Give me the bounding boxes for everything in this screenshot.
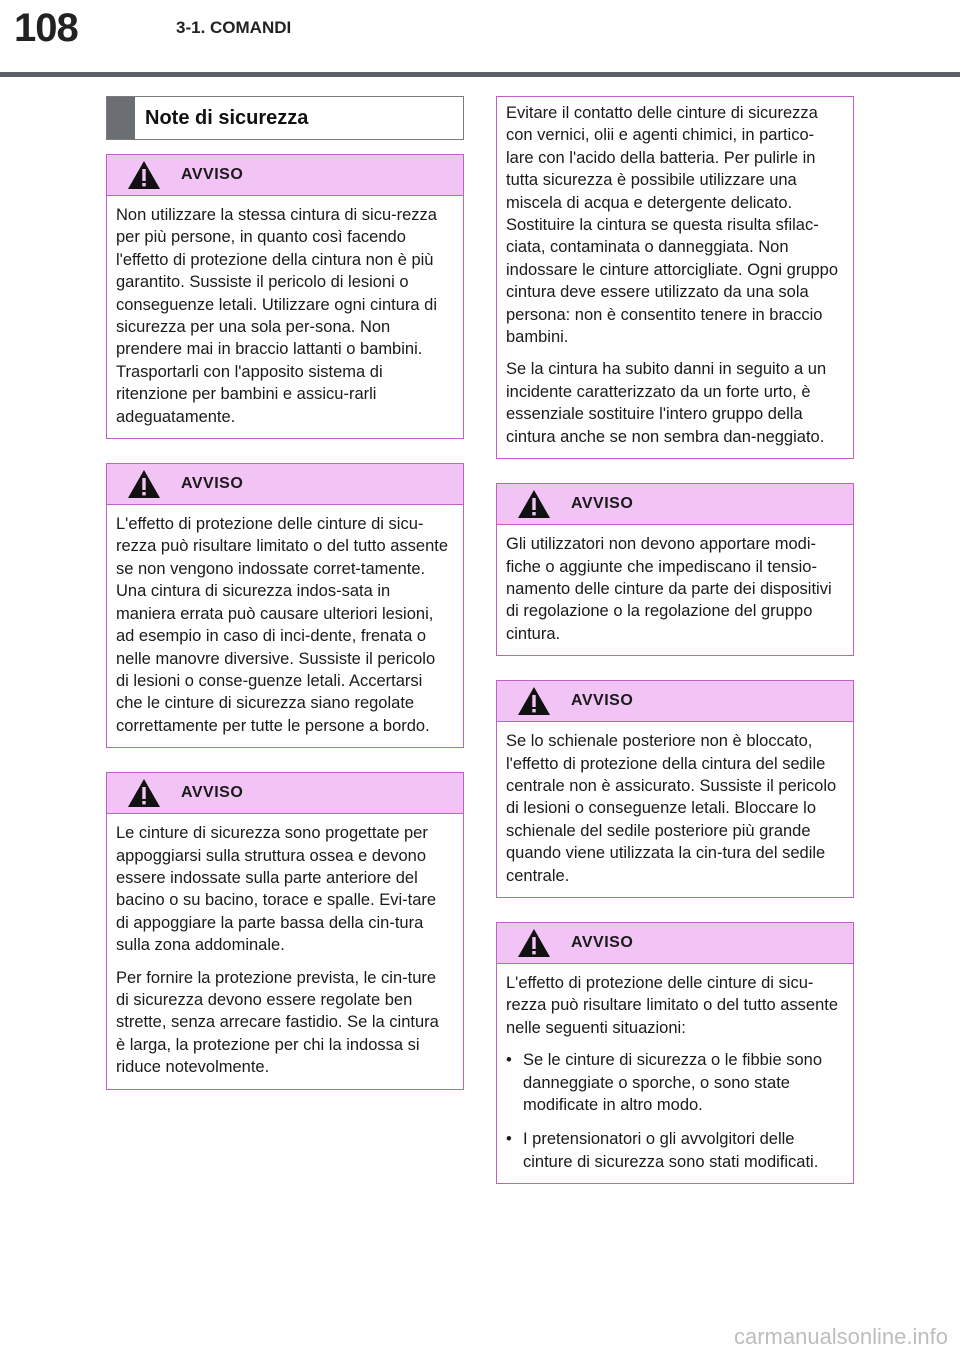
warning-label: AVVISO bbox=[181, 784, 244, 802]
warning-box-body bbox=[107, 505, 463, 747]
warning-box-header bbox=[497, 681, 853, 722]
warning-box-header bbox=[107, 464, 463, 505]
warning-text: L'effetto di protezione delle cinture di sicu-rezza può risultare limitato o del tutto assente nelle seguenti situazioni: bbox=[506, 973, 839, 1037]
warning-box-header bbox=[107, 773, 463, 814]
warning-triangle-icon bbox=[127, 160, 161, 190]
bullet-list bbox=[506, 1049, 841, 1173]
warning-text: Non utilizzare la stessa cintura di sicu-rezza per più persone, in quanto così facendo l'effetto di protezione della cintura non è più garantito. Sussiste il pericolo di lesioni o conseguenze letali. Utilizzare ogni cintura di sicurezza per una sola per-sona. Non prendere mai in braccio lattanti o bambini. Trasportarli con l'apposito sistema di ritenzione per bambini e assicu-rarli adeguatamente. bbox=[116, 206, 438, 426]
warning-box-body bbox=[497, 525, 853, 655]
warning-label: AVVISO bbox=[181, 475, 244, 493]
warning-triangle-icon bbox=[517, 686, 551, 716]
warning-text: Se lo schienale posteriore non è bloccato, l'effetto di protezione della cintura del sedile centrale non è assicurato. Sussiste il pericolo di lesioni o conseguenze letali. Bloccare lo schienale del sedile posteriore più grande quando viene utilizzata la cin-tura del sedile centrale. bbox=[506, 732, 837, 885]
warning-box-body bbox=[107, 814, 463, 1088]
warning-box-3 bbox=[106, 772, 464, 1089]
warning-text: L'effetto di protezione delle cinture di sicu-rezza può risultare limitato o del tutto assente se non vengono indossate corret-tamente. Una cintura di sicurezza indos-sata in maniera errata può causare ulteriori lesioni, ad esempio in caso di inci-dente, frenata o nelle manovre diversive. Sussiste il pericolo di lesioni o conse-guenze letali. Accertarsi che le cinture di sicurezza siano regolate correttamente per tutte le persone a bordo. bbox=[116, 515, 449, 735]
warning-triangle-icon bbox=[127, 778, 161, 808]
warning-box-header bbox=[107, 155, 463, 196]
warning-text: Gli utilizzatori non devono apportare modi-fiche o aggiunte che impediscano il tensio-namento delle cinture da parte dei dispositivi di regolazione o la regolazione del gruppo cintura. bbox=[506, 535, 832, 643]
warning-box-6 bbox=[496, 922, 854, 1184]
section-title-text: Note di sicurezza bbox=[145, 106, 309, 129]
warning-label: AVVISO bbox=[571, 692, 634, 710]
page-number: 108 bbox=[14, 6, 78, 50]
chapter-title: 3-1. COMANDI bbox=[176, 18, 292, 37]
section-title bbox=[106, 96, 464, 140]
list-item: • I pretensionatori o gli avvolgitori delle cinture di sicurezza sono stati modificati. bbox=[506, 1128, 841, 1173]
warning-text: Se la cintura ha subito danni in seguito a un incidente caratterizzato da un forte urto, è essenziale sostituire l'intero gruppo della cintura anche se non sembra dan-neggiato. bbox=[506, 360, 827, 446]
warning-text: Per fornire la protezione prevista, le cin-ture di sicurezza devono essere regolate ben strette, senza arrecare fastidio. Se la cintura è larga, la protezione per chi la indossa si riduce notevolmente. bbox=[116, 968, 439, 1077]
warning-box-continuation bbox=[496, 96, 854, 459]
warning-label: AVVISO bbox=[181, 166, 244, 183]
warning-box-header bbox=[497, 484, 853, 525]
warning-text: Evitare il contatto delle cinture di sicurezza con vernici, olii e agenti chimici, in partico-lare con l'acido della batteria. Per pulirle in tutta sicurezza è possibile utilizzare una miscela di acqua e detergente delicato. Sostituire la cintura se questa risulta sfilac-ciata, contaminata o danneggiata. Non indossare le cinture attorcigliate. Ogni gruppo cintura deve essere utilizzato da una sola persona: non è consentito tenere in braccio bambini. bbox=[506, 104, 839, 347]
warning-triangle-icon bbox=[517, 489, 551, 519]
section-title-bar bbox=[107, 97, 135, 139]
warning-box-5 bbox=[496, 680, 854, 898]
warning-label: AVVISO bbox=[571, 495, 634, 513]
right-column bbox=[496, 96, 854, 1208]
warning-box-1 bbox=[106, 154, 464, 439]
left-column bbox=[106, 96, 464, 1114]
warning-box-body bbox=[497, 97, 853, 458]
warning-box-4 bbox=[496, 483, 854, 656]
warning-box-header bbox=[497, 923, 853, 964]
warning-box-body bbox=[107, 196, 463, 438]
footer-watermark: carmanualsonline.info bbox=[733, 1324, 948, 1349]
warning-box-2 bbox=[106, 463, 464, 748]
warning-text: Le cinture di sicurezza sono progettate per appoggiarsi sulla struttura ossea e devono essere indossate sulla parte anteriore del bacino o su bacino, torace e spalle. Evi-tare di appoggiare la parte bassa della cin-tura sulla zona addominale. bbox=[116, 824, 437, 955]
header-rule bbox=[0, 72, 960, 77]
warning-box-body bbox=[497, 722, 853, 897]
list-item: • Se le cinture di sicurezza o le fibbie sono danneggiate o sporche, o sono state modificate in altro modo. bbox=[506, 1049, 841, 1116]
warning-label: AVVISO bbox=[571, 933, 634, 951]
warning-box-body bbox=[497, 964, 853, 1183]
warning-triangle-icon bbox=[517, 928, 551, 958]
warning-triangle-icon bbox=[127, 469, 161, 499]
